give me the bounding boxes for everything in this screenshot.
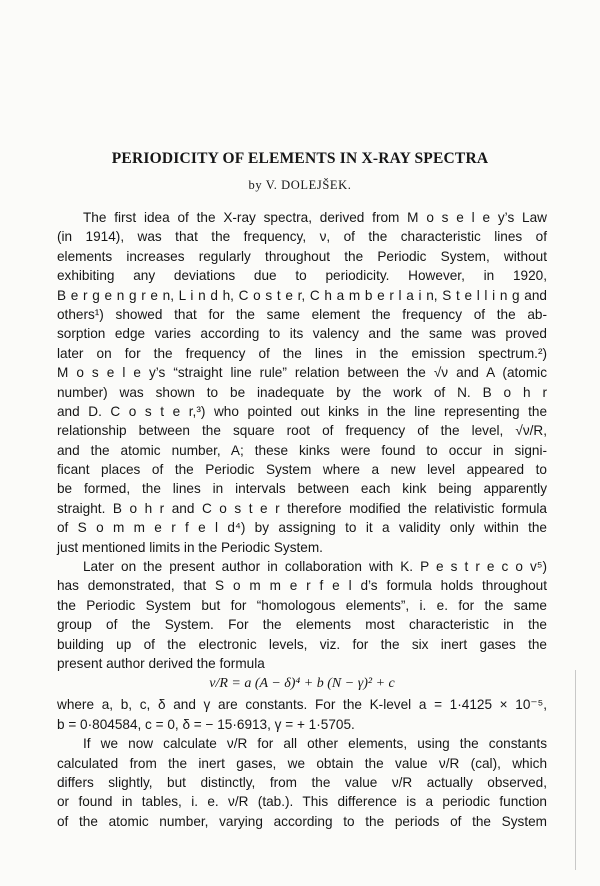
text-line: group of the System. For the elements most characteristic in the [57, 617, 547, 633]
text-line: elements increases regularly throughout the Periodic System, without [57, 248, 547, 264]
text-line: b = 0·804584, c = 0, δ = − 15·6913, γ = + 1·5705. [57, 716, 355, 732]
text-line: building up of the electronic levels, viz. for the six inert gases the [57, 636, 547, 652]
text-line: (in 1914), was that the frequency, ν, of the characteristic lines of [57, 229, 547, 245]
text-line: be formed, the lines in intervals between each kink being apparently [57, 481, 547, 497]
text-line: present author derived the formula [57, 655, 265, 671]
paper-title: PERIODICITY OF ELEMENTS IN X-RAY SPECTRA [111, 150, 489, 167]
text-line: straight. B o h r and C o s t e r therefore modified the relativistic formula [57, 500, 547, 516]
text-line: B e r g e n g r e n, L i n d h, C o s t e r, C h a m b e r l a i n, S t e l l i n g and [57, 287, 547, 303]
text-line: M o s e l e y’s “straight line rule” relation between the √ν and A (atomic [57, 365, 547, 381]
formula: ν/R = a (A − δ)⁴ + b (N − γ)² + c [209, 676, 395, 692]
text-line: relationship between the square root of frequency of the level, √ν/R, [57, 423, 547, 439]
text-line: of the atomic number, varying according to the periods of the System [57, 813, 547, 829]
text-line: differs slightly, but distinctly, from the value ν/R actually observed, [57, 774, 547, 790]
text-line: ficant places of the Periodic System where a new level appeared to [57, 462, 547, 478]
text-line: exhibiting any deviations due to periodicity. However, in 1920, [57, 268, 547, 284]
text-line: sorption edge varies according to its valency and the same was proved [57, 326, 547, 342]
text-line: number) was shown to be inadequate by the work of N. B o h r [57, 384, 547, 400]
author-byline: by V. DOLEJŠEK. [248, 178, 352, 192]
text-line: and the atomic number, A; these kinks were found to occur in signi- [57, 442, 547, 458]
text-line: The first idea of the X-ray spectra, derived from M o s e l e y’s Law [83, 210, 547, 225]
scan-edge-mark [575, 670, 576, 870]
text-line: If we now calculate ν/R for all other elements, using the constants [83, 736, 547, 752]
text-line: the Periodic System but for “homologous elements”, i. e. for the same [57, 597, 547, 613]
text-line: later on for the frequency of the lines in the emission spectrum.²) [57, 345, 547, 361]
text-line: and D. C o s t e r,³) who pointed out kinks in the line representing the [57, 403, 547, 419]
text-line: has demonstrated, that S o m m e r f e l d’s formula holds throughout [57, 578, 547, 594]
text-line: where a, b, c, δ and γ are constants. For the K-level a = 1·4125 × 10⁻⁵, [57, 697, 547, 713]
body-text [57, 208, 547, 831]
text-line: calculated from the inert gases, we obtain the value ν/R (cal), which [57, 755, 547, 771]
text-line: just mentioned limits in the Periodic System. [57, 539, 323, 555]
text-line: others¹) showed that for the same element the frequency of the ab- [57, 306, 547, 322]
text-line: Later on the present author in collaboration with K. P e s t r e c o v⁵) [83, 559, 547, 575]
text-line: or found in tables, i. e. ν/R (tab.). This difference is a periodic function [57, 794, 547, 810]
text-line: of S o m m e r f e l d⁴) by assigning to it a validity only within the [57, 520, 547, 536]
